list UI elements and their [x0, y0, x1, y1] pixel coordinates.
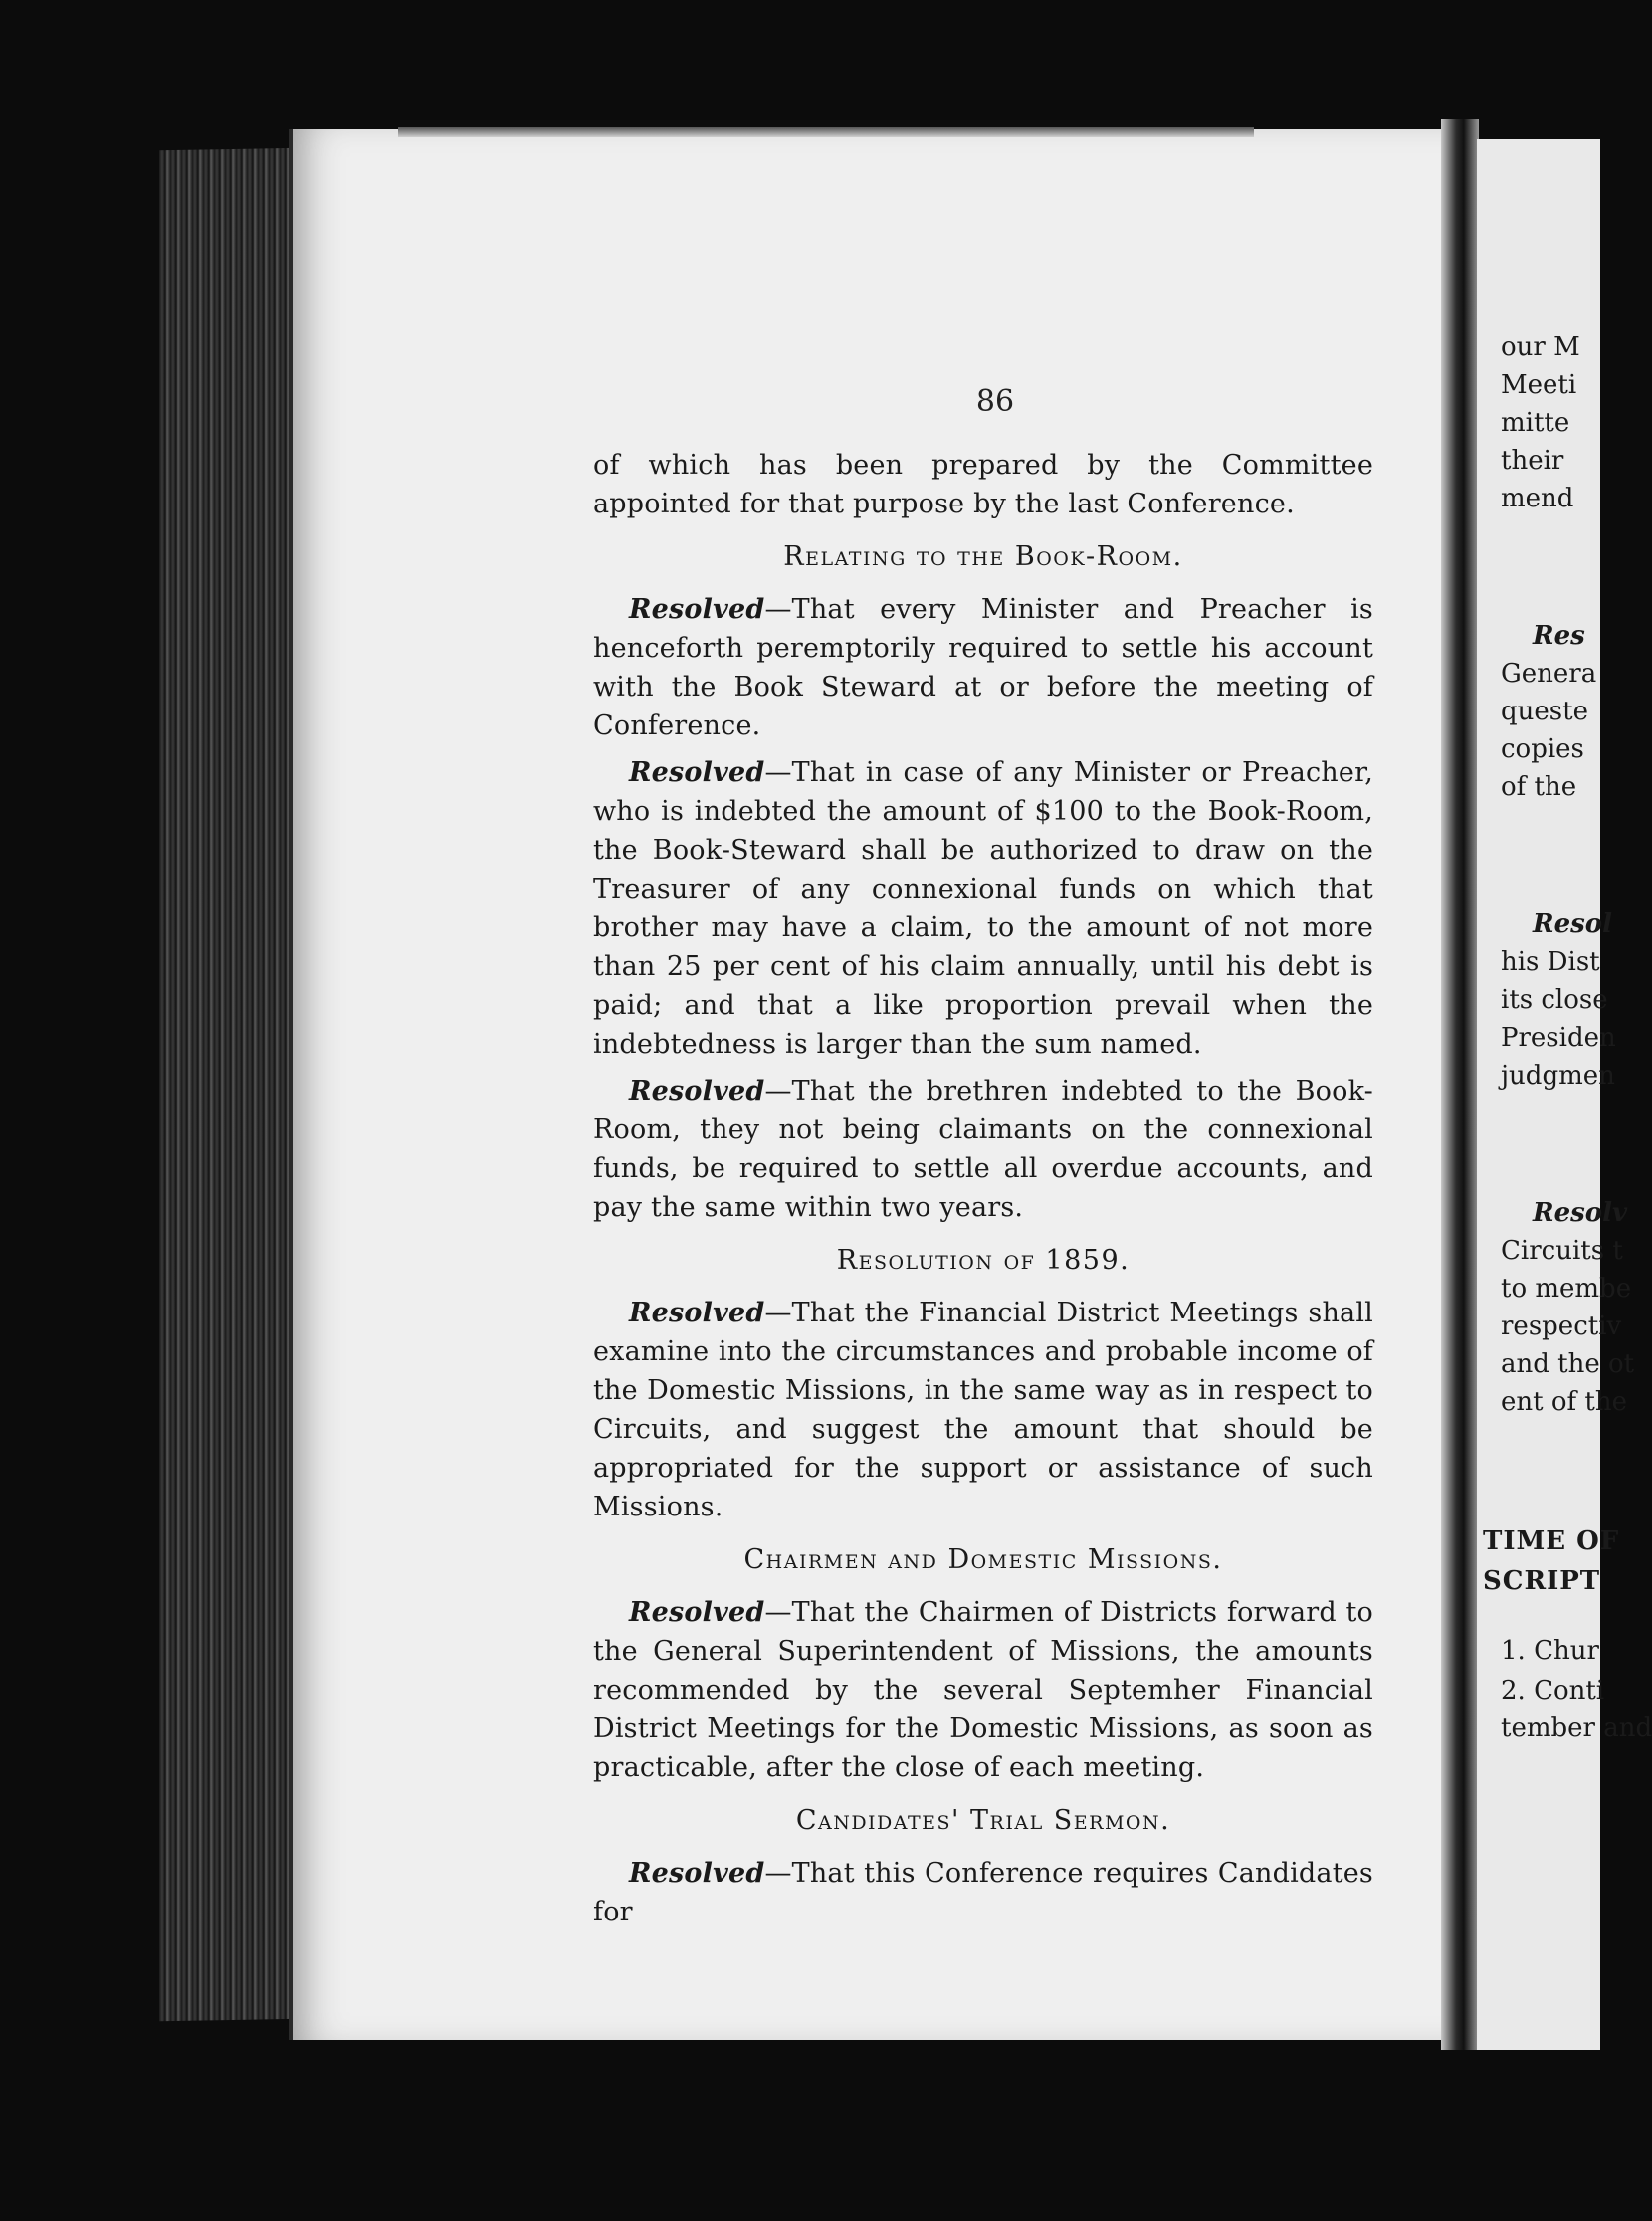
section-heading: Candidates' Trial Sermon. — [795, 1805, 1171, 1836]
resolved-lead: Resolved — [629, 757, 765, 788]
right-page-fragment: mitte — [1501, 408, 1570, 438]
right-page-fragment: Resolv — [1533, 1198, 1628, 1228]
section-heading: Relating to the Book-Room. — [783, 541, 1183, 572]
resolution-paragraph — [593, 1072, 1373, 1227]
page-text — [593, 446, 1373, 1939]
resolved-lead: Resolved — [629, 1076, 765, 1107]
right-page-fragment: Meeti — [1501, 370, 1577, 400]
right-page-fragment: and the ot — [1501, 1349, 1635, 1379]
paragraph-body: of which has been prepared by the Committee appointed for that purpose by the last Conference. — [593, 450, 1373, 519]
right-page-fragment: his Dist — [1501, 947, 1600, 977]
resolved-lead: Resolved — [629, 594, 765, 625]
paragraph-body: —That the Financial District Meetings shall examine into the circumstances and probable income of the Domestic Missions, in the same way as in respect to Circuits, and suggest the amount that should be appropriated for the support or assistance of such Missions. — [593, 1298, 1373, 1522]
paragraph-body: —That this Conference requires Candidates for — [593, 1858, 1373, 1927]
right-page-fragment: Resol — [1533, 909, 1613, 939]
page-stack-edges — [159, 148, 299, 2021]
resolution-paragraph — [593, 1854, 1373, 1931]
right-page — [1477, 139, 1652, 2050]
paragraph-body: —That the Chairmen of Districts forward to the General Superintendent of Missions, the amounts recommended by the several Septemher Financial District Meetings for the Domestic Missions, as soon as practicable, after the close of each meeting. — [593, 1597, 1373, 1783]
right-page-fragment: 1. Chur — [1501, 1636, 1599, 1666]
section-heading: Resolution of 1859. — [836, 1245, 1131, 1276]
page-number: 86 — [975, 384, 1015, 419]
right-page-fragment: of the — [1501, 772, 1577, 802]
text-paragraph — [593, 446, 1373, 523]
right-page-fragment: SCRIPT — [1483, 1566, 1601, 1596]
right-page-fragment: mend — [1501, 484, 1574, 513]
right-page-fragment: to membe — [1501, 1274, 1632, 1304]
book-gutter — [1441, 119, 1479, 2050]
right-page-fragment: Circuits t — [1501, 1236, 1623, 1266]
right-page-fragment: TIME OF — [1483, 1526, 1620, 1556]
right-page-fragment: respectiv — [1501, 1312, 1622, 1341]
page-top-edge — [398, 127, 1254, 137]
right-page-fragment: our M — [1501, 332, 1580, 362]
resolved-lead: Resolved — [629, 1298, 765, 1328]
section-heading: Chairmen and Domestic Missions. — [743, 1544, 1223, 1575]
resolution-paragraph — [593, 1593, 1373, 1787]
right-page-fragment: judgmen — [1501, 1061, 1615, 1091]
resolved-lead: Resolved — [629, 1597, 765, 1628]
right-page-fragment: ent of the — [1501, 1387, 1627, 1417]
right-page-fragment: their — [1501, 446, 1564, 476]
resolution-paragraph — [593, 1294, 1373, 1526]
resolved-lead: Resolved — [629, 1858, 765, 1889]
paragraph-body: —That the brethren indebted to the Book-Room, they not being claimants on the connexional funds, be required to settle all overdue accounts, and pay the same within two years. — [593, 1076, 1373, 1223]
right-page-fragment: Presiden — [1501, 1023, 1616, 1053]
right-page-fragment: Genera — [1501, 659, 1597, 689]
right-page-fragment: Res — [1533, 621, 1585, 651]
right-page-fragment: its close — [1501, 985, 1608, 1015]
right-page-fragment: tember and — [1501, 1714, 1652, 1743]
right-page-fragment: queste — [1501, 697, 1588, 726]
resolution-paragraph — [593, 590, 1373, 745]
resolution-paragraph — [593, 753, 1373, 1064]
paragraph-body: —That every Minister and Preacher is henceforth peremptorily required to settle his account with the Book Steward at or before the meeting of Conference. — [593, 594, 1373, 741]
paragraph-body: —That in case of any Minister or Preacher, who is indebted the amount of $100 to the Book-Room, the Book-Steward shall be authorized to draw on the Treasurer of any connexional funds on which that brother may have a claim, to the amount of not more than 25 per cent of his claim annually, until his debt is paid; and that a like proportion prevail when the indebtedness is larger than the sum named. — [593, 757, 1373, 1060]
right-page-fragment: copies — [1501, 734, 1584, 764]
right-page-fragment: 2. Conti — [1501, 1676, 1605, 1706]
